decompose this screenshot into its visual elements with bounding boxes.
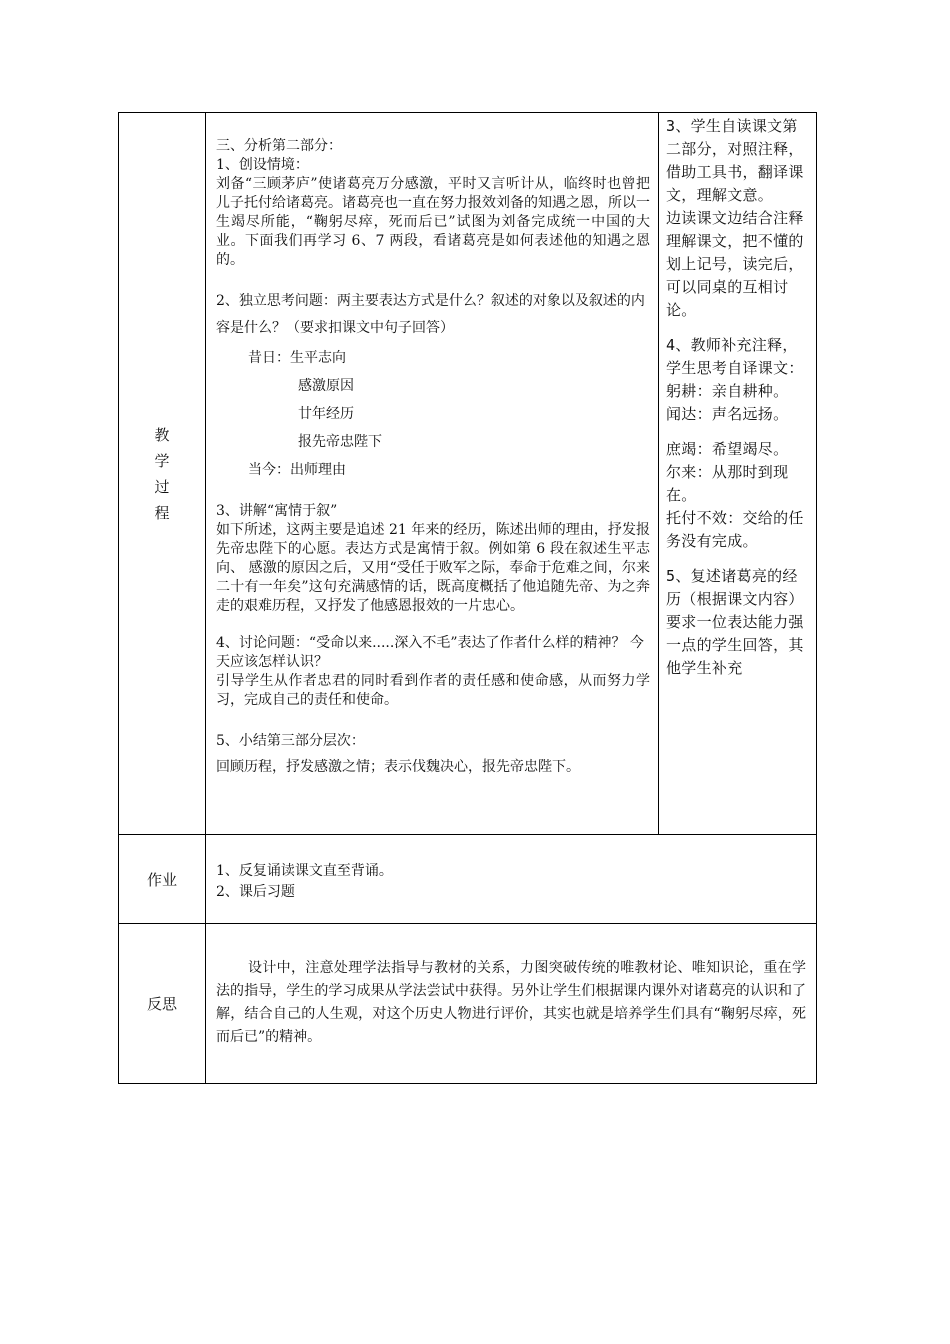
homework-item: 1、反复诵读课文直至背诵。 [216,863,393,879]
vocab-item: 躬耕：亲自耕种。 [666,382,789,400]
outline-item: 当今：出师理由 [248,462,346,478]
reflection-row [119,924,817,1084]
process-label-char: 程 [154,503,170,522]
process-side-cell [659,113,817,835]
homework-content [206,835,817,924]
step-heading: 4、讨论问题：“受命以来.....深入不毛”表达了作者什么样的精神？ 今天应该怎样认识？ [216,635,644,670]
section-heading: 三、分析第二部分： [216,138,342,154]
process-label-char: 学 [154,451,170,470]
paragraph: 引导学生从作者忠君的同时看到作者的责任感和使命感，从而努力学习，完成自己的责任和使命。 [216,673,650,708]
outline-item: 廿年经历 [298,406,354,422]
student-activity: 边读课文边结合注释理解课文，把不懂的划上记号，读完后，可以同桌的互相讨论。 [666,209,804,319]
homework-item: 2、课后习题 [216,884,295,900]
process-label-cell [119,113,206,835]
paragraph: 回顾历程，抒发感激之情；表示伐魏决心，报先帝忠陛下。 [216,759,580,775]
process-label-char: 教 [154,425,170,444]
reflection-text: 设计中，注意处理学法指导与教材的关系，力图突破传统的唯教材论、唯知识论，重在学法的指导，学生的学习成果从学法尝试中获得。另外让学生们根据课内课外对诸葛亮的认识和了解，结合自己的人生观，对这个历史人物进行评价，其实也就是培养学生们具有“鞠躬尽瘁，死而后已”的精神。 [216,960,806,1045]
process-main-cell [206,113,659,835]
vocab-item: 尔来：从那时到现在。 [666,463,789,504]
student-activity: 5、复述诸葛亮的经历（根据课文内容） [666,567,804,608]
process-label [154,422,169,526]
homework-row [119,835,817,924]
paragraph: 刘备“三顾茅庐”使诸葛亮万分感激，平时又言听计从，临终时也曾把儿子托付给诸葛亮。诸葛亮也一直在努力报效刘备的知遇之恩，所以一生竭尽所能，“鞠躬尽瘁，死而后已”试图为刘备完成统一中国的大业。下面我们再学习 6、7 两段，看诸葛亮是如何表述他的知遇之恩的。 [216,176,650,268]
student-activity: 要求一位表达能力强一点的学生回答，其他学生补充 [666,613,804,677]
outline-item: 感激原因 [298,378,354,394]
step-heading: 3、讲解“寓情于叙” [216,503,338,519]
reflection-label: 反思 [119,924,206,1084]
vocab-item: 闻达：声名远扬。 [666,405,789,423]
vocab-item: 庶竭：希望竭尽。 [666,440,789,458]
vocab-item: 托付不效：交给的任务没有完成。 [666,509,804,550]
lesson-plan-table [118,112,817,1084]
step-heading: 1、创设情境： [216,157,309,173]
process-row [119,113,817,835]
process-label-char: 过 [154,477,170,496]
step-heading: 5、小结第三部分层次： [216,733,365,749]
outline-item: 报先帝忠陛下 [298,434,382,450]
paragraph: 如下所述，这两主要是追述 21 年来的经历，陈述出师的理由，抒发报先帝忠陛下的心愿。表达方式是寓情于叙。例如第 6 段在叙述生平志向、 感激的原因之后，又用“受任于败军之际，奉命于危难之间，尔来二十有一年矣”这句充满感情的话，既高度概括了他追随先帝、为之奔走的艰难历程，又抒发了他感恩报效的一片忠心。 [216,522,650,614]
step-heading: 2、独立思考问题：两主要表达方式是什么？叙述的对象以及叙述的内容是什么？（要求扣课文中句子回答） [216,293,645,336]
student-activity: 3、学生自读课文第二部分，对照注释，借助工具书，翻译课文，理解文意。 [666,117,804,204]
outline-item: 昔日：生平志向 [248,350,346,366]
reflection-content [206,924,817,1084]
teacher-note: 4、教师补充注释，学生思考自译课文： [666,336,804,377]
homework-label: 作业 [119,835,206,924]
